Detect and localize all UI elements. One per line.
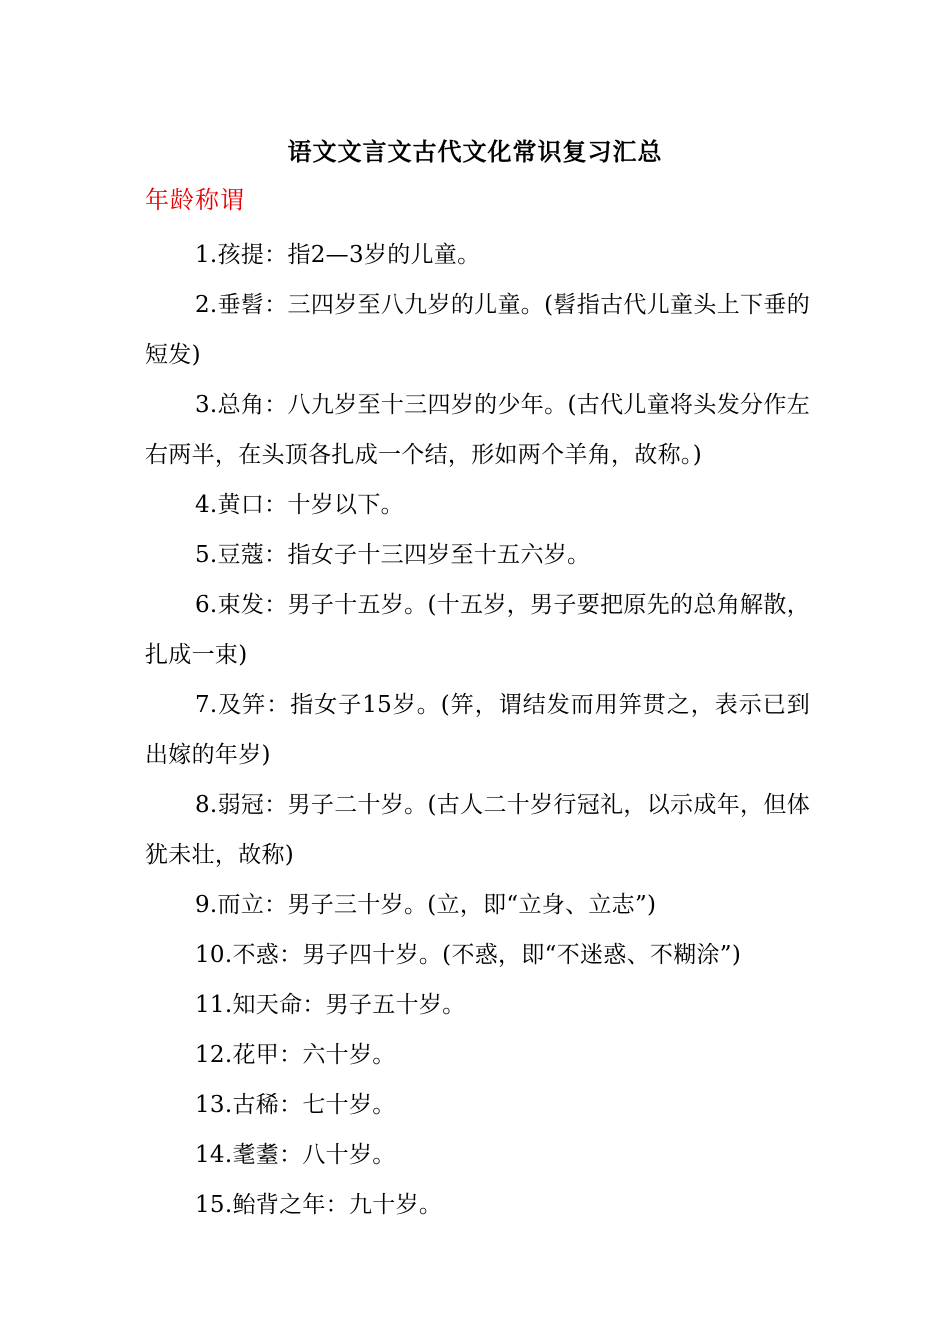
list-item: 10.不惑：男子四十岁。(不惑，即“不迷惑、不糊涂”) [195, 942, 742, 968]
list-item: 4.黄口：十岁以下。 [195, 492, 404, 518]
list-item: 14.耄耋：八十岁。 [195, 1142, 396, 1168]
list-item: 2.垂髫：三四岁至八九岁的儿童。(髫指古代儿童头上下垂的短发) [145, 292, 810, 368]
list-item: 3.总角：八九岁至十三四岁的少年。(古代儿童将头发分作左右两半，在头顶各扎成一个结，形如两个羊角，故称。) [145, 392, 810, 468]
list-item: 15.鲐背之年：九十岁。 [195, 1192, 443, 1218]
document-body [145, 230, 810, 1230]
document-title: 语文文言文古代文化常识复习汇总 [287, 137, 663, 166]
list-item: 13.古稀：七十岁。 [195, 1092, 396, 1118]
list-item: 6.束发：男子十五岁。(十五岁，男子要把原先的总角解散，扎成一束) [145, 592, 810, 668]
list-item: 1.孩提：指2—3岁的儿童。 [195, 242, 481, 268]
list-item: 12.花甲：六十岁。 [195, 1042, 396, 1068]
section-heading-age-terms: 年龄称谓 [145, 186, 245, 214]
list-item: 11.知天命：男子五十岁。 [195, 992, 466, 1018]
list-item: 9.而立：男子三十岁。(立，即“立身、立志”) [195, 892, 657, 918]
list-item: 5.豆蔻：指女子十三四岁至十五六岁。 [195, 542, 591, 568]
list-item: 7.及笄：指女子15岁。(笄，谓结发而用笄贯之，表示已到出嫁的年岁) [145, 692, 810, 768]
list-item: 8.弱冠：男子二十岁。(古人二十岁行冠礼，以示成年，但体犹未壮，故称) [145, 792, 810, 868]
